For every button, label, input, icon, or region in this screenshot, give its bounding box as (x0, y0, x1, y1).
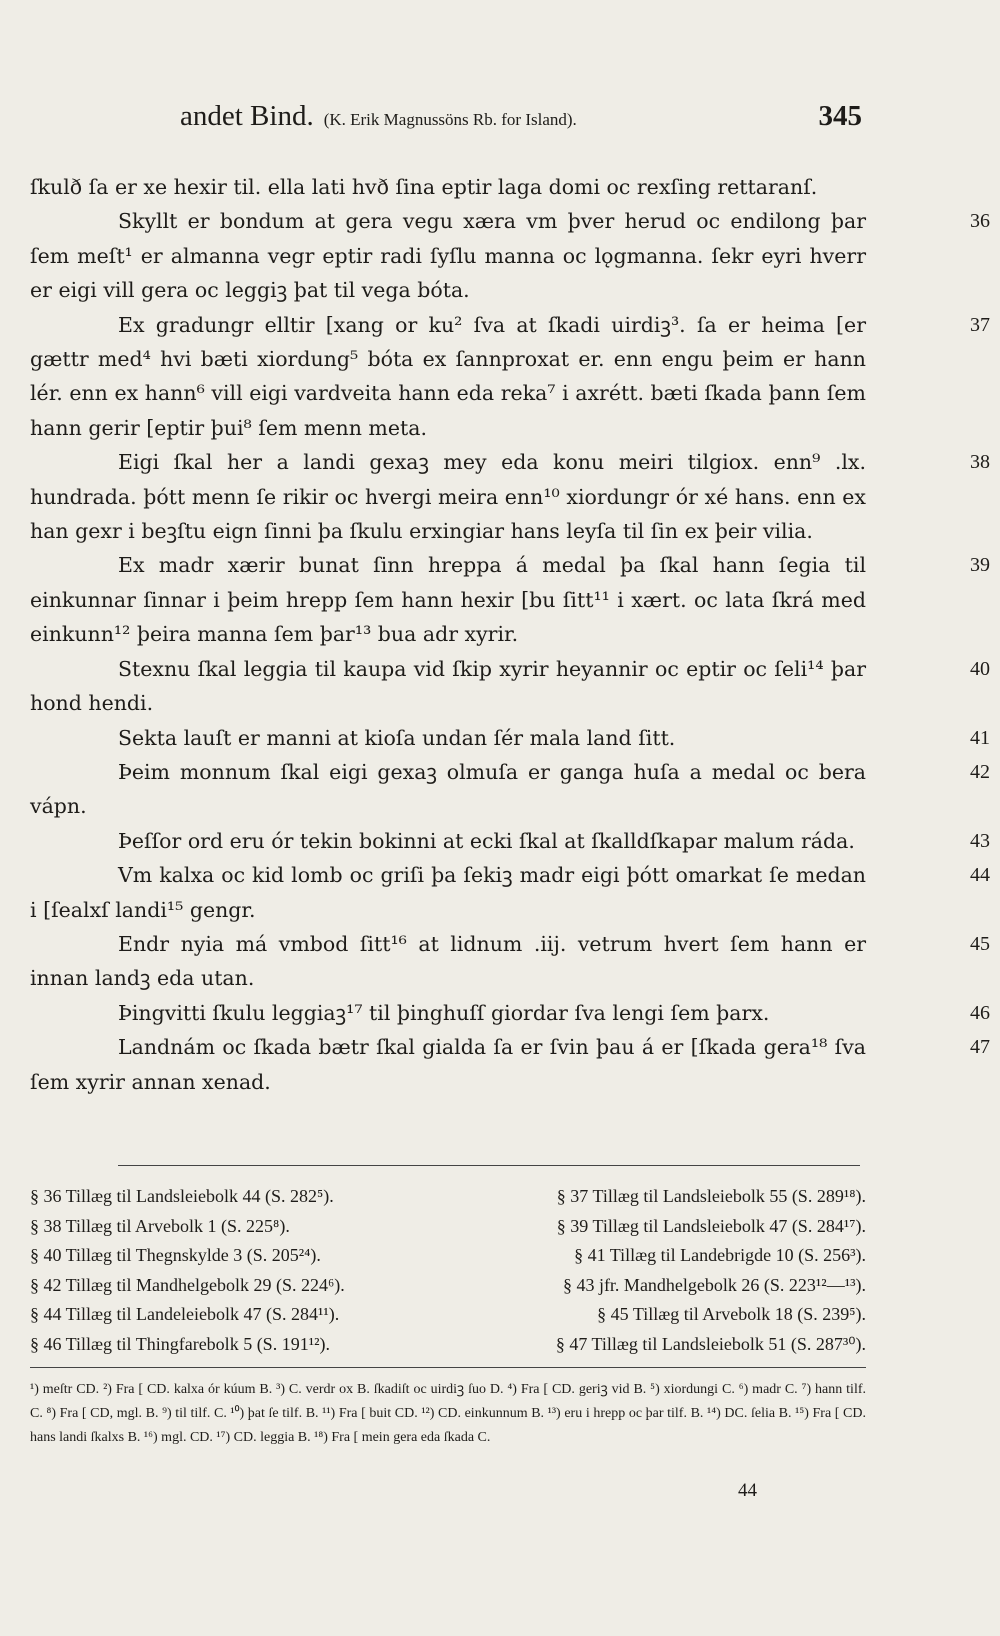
paragraph-text: Ex gradungr elltir [xang or ku² ſva at ſkadi uirdiꝫ³. ſa er heima [er gættr med⁴ hvi bæti xiordung⁵ bóta ex ſannproxat er. enn engu þeim er hann lér. enn ex hann⁶ vill eigi vardveita hann eda reka⁷ i axrétt. bæti ſkada þann ſem hann gerir [eptir þui⁸ ſem menn meta. (30, 312, 866, 440)
paragraph (30, 445, 990, 548)
reference-entry: § 40 Tillæg til Thegnskylde 3 (S. 205²⁴). (30, 1245, 321, 1265)
paragraph (30, 858, 990, 927)
reference-entry: § 46 Tillæg til Thingfarebolk 5 (S. 191¹²). (30, 1333, 330, 1354)
section-number: 38 (970, 451, 990, 474)
section-number: 39 (970, 554, 990, 577)
section-number: 43 (970, 829, 990, 852)
paragraph (30, 755, 990, 824)
reference-entry: § 37 Tillæg til Landsleiebolk 55 (S. 289¹⁸). (556, 1186, 866, 1206)
signature-mark: 44 (738, 1480, 757, 1501)
reference-row (30, 1300, 866, 1330)
reference-entry: § 39 Tillæg til Landsleiebolk 47 (S. 284¹⁷). (556, 1215, 866, 1236)
reference-row (30, 1330, 866, 1360)
paragraph (30, 996, 990, 1030)
page-header (0, 100, 1000, 142)
paragraph-text: ſkulð ſa er xe hexir til. ella lati hvð ſina eptir laga domi oc rexſing rettaranſ. (30, 175, 818, 199)
paragraph-text: Ex madr xærir bunat ſinn hreppa á medal þa ſkal hann ſegia til einkunnar ſinnar i þeim hrepp ſem hann hexir [bu ſitt¹¹ i xært. oc lata ſkrá med einkunn¹² þeira manna ſem þar¹³ bua adr xyrir. (30, 553, 866, 647)
paragraph-text: Þeim monnum ſkal eigi gexaꝫ olmuſa er ganga huſa a medal oc bera vápn. (30, 759, 866, 819)
paragraph (30, 1030, 990, 1099)
section-number: 45 (970, 932, 990, 955)
reference-entry: § 42 Tillæg til Mandhelgebolk 29 (S. 224⁶). (30, 1274, 345, 1295)
paragraph-text: Endr nyia má vmbod ſitt¹⁶ at lidnum .iij. vetrum hvert ſem hann er innan landꝫ eda utan. (30, 931, 866, 991)
paragraph (30, 824, 990, 858)
reference-row (30, 1271, 866, 1301)
section-number: 44 (970, 864, 990, 887)
reference-entry: § 38 Tillæg til Arvebolk 1 (S. 225⁸). (30, 1215, 290, 1236)
running-title-main: andet Bind. (180, 100, 314, 132)
paragraph-text: Stexnu ſkal leggia til kaupa vid ſkip xyrir heyannir oc eptir oc ſeli¹⁴ þar hond hendi. (30, 656, 866, 716)
paragraph (30, 548, 990, 651)
paragraph-text: Vm kalxa oc kid lomb oc griſi þa ſekiꝫ madr eigi þótt omarkat ſe medan i [ſealxſ landi¹⁵ gengr. (30, 863, 866, 922)
section-number: 42 (970, 760, 990, 783)
paragraph (30, 204, 990, 307)
paragraph-text: Sekta lauſt er manni at kioſa undan ſér mala land ſitt. (118, 725, 676, 750)
reference-entry: § 45 Tillæg til Arvebolk 18 (S. 239⁵). (597, 1304, 866, 1324)
reference-entry: § 41 Tillæg til Landebrigde 10 (S. 256³). (574, 1245, 866, 1265)
section-number: 40 (970, 657, 990, 680)
page-number: 345 (818, 100, 862, 132)
reference-entry: § 47 Tillæg til Landsleiebolk 51 (S. 287³⁰). (555, 1333, 866, 1354)
paragraph-text: Þingvitti ſkulu leggiaꝫ¹⁷ til þinghuſſ giordar ſva lengi ſem þarx. (118, 1000, 770, 1025)
paragraph (30, 308, 990, 446)
section-number: 36 (970, 210, 990, 233)
reference-row (30, 1241, 866, 1271)
section-references (30, 1182, 866, 1359)
paragraph-text: Eigi ſkal her a landi gexaꝫ mey eda konu meiri tilgiox. enn⁹ .lx. hundrada. þótt menn ſe rikir oc hvergi meira enn¹⁰ xiordungr ór xé hans. enn ex han gexr i beꝫſtu eign ſinni þa ſkulu erxingiar hans leyſa til ſin ex þeir vilia. (30, 450, 866, 544)
section-number: 41 (970, 726, 990, 749)
running-title-subtitle: (K. Erik Magnussöns Rb. for Island). (323, 110, 577, 129)
section-number: 37 (970, 313, 990, 336)
paragraph (30, 170, 866, 204)
section-number: 47 (970, 1036, 990, 1059)
reference-row (30, 1182, 866, 1212)
reference-entry: § 44 Tillæg til Landeleiebolk 47 (S. 284¹¹). (30, 1304, 340, 1324)
paragraph (30, 652, 990, 721)
paragraph-text: Landnám oc ſkada bætr ſkal gialda ſa er ſvin þau á er [ſkada gera¹⁸ ſva ſem xyrir annan xenad. (30, 1035, 866, 1094)
paragraph (30, 927, 990, 996)
paragraph-text: Skyllt er bondum at gera vegu xæra vm þver herud oc endilong þar ſem meſt¹ er almanna vegr eptir radi ſyſlu manna oc lǫgmanna. ſekr eyri hverr er eigi vill gera oc leggiꝫ þat til vega bóta. (30, 209, 866, 303)
divider-rule (118, 1165, 860, 1166)
section-number: 46 (970, 1001, 990, 1024)
reference-entry: § 43 jfr. Mandhelgebolk 26 (S. 223¹²—¹³). (562, 1274, 866, 1295)
running-title (180, 100, 577, 133)
main-text (30, 170, 990, 1099)
divider-rule-notes (30, 1367, 866, 1368)
reference-row (30, 1212, 866, 1242)
reference-entry: § 36 Tillæg til Landsleiebolk 44 (S. 282⁵). (30, 1186, 334, 1206)
paragraph (30, 721, 990, 755)
footnotes: ¹) meſtr CD. ²) Fra [ CD. kalxa ór kúum B. ³) C. verdr ox B. ſkadiſt oc uirdiꝫ ſuo D. ⁴) Fra [ CD. geriꝫ vid B. ⁵) xiordungi C. ⁶) madr C. ⁷) hann tilf. C. ⁸) Fra [ CD, mgl. B. ⁹) til tilf. C. ¹⁰) þat ſe tilf. B. ¹¹) Fra [ buit CD. ¹²) CD. einkunnum B. ¹³) eru i hrepp oc þar tilf. B. ¹⁴) DC. ſelia B. ¹⁵) Fra [ CD. hans landi ſkalxs B. ¹⁶) mgl. CD. ¹⁷) CD. leggia B. ¹⁸) Fra [ mein gera eda ſkada C. (30, 1382, 866, 1445)
paragraph-text: Þeſſor ord eru ór tekin bokinni at ecki ſkal at ſkalldſkapar malum ráda. (118, 828, 855, 853)
